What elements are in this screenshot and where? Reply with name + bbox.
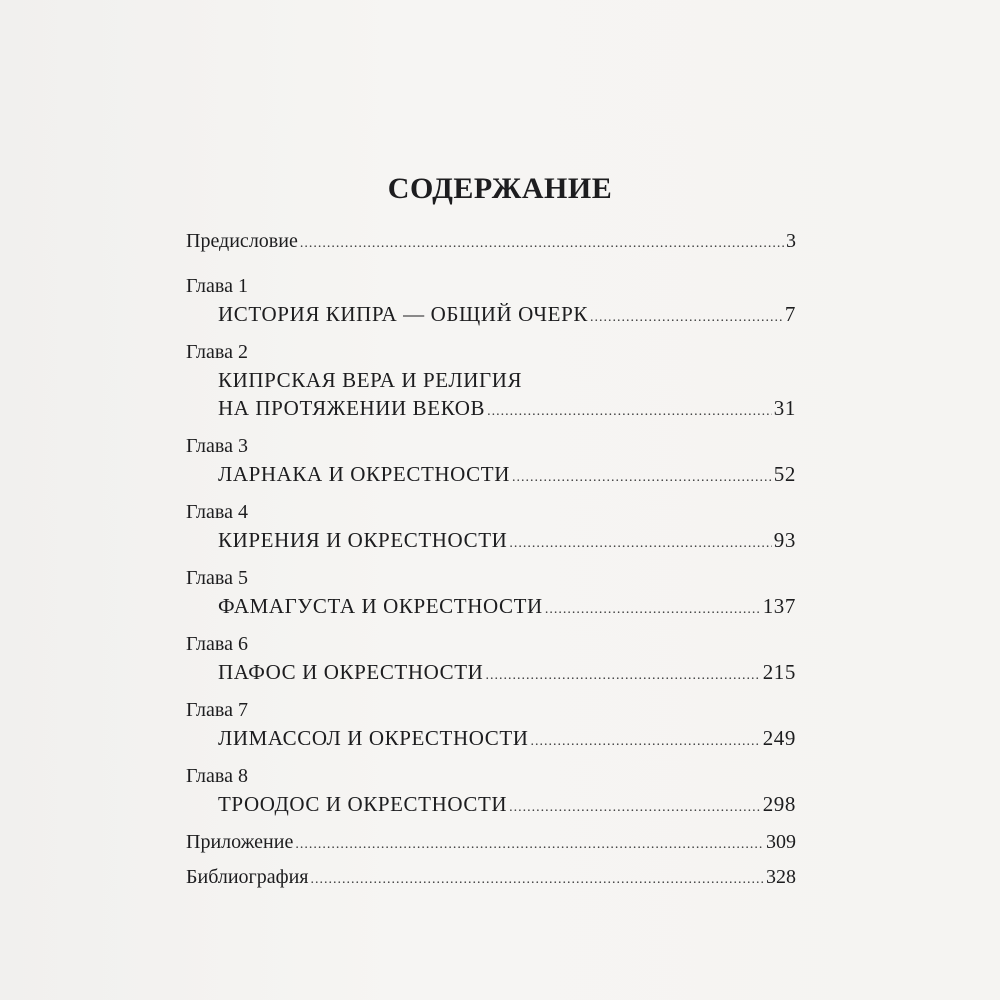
toc-entry-label: Предисловие bbox=[186, 230, 298, 252]
chapter-title-with-page bbox=[186, 300, 796, 332]
dot-leader bbox=[295, 831, 764, 859]
chapter-title-with-page bbox=[186, 394, 796, 426]
toc-entry-appendix bbox=[186, 828, 796, 859]
toc-chapter bbox=[186, 696, 796, 756]
toc-page-number: 298 bbox=[762, 792, 796, 816]
dot-leader bbox=[509, 530, 771, 558]
toc-chapter bbox=[186, 762, 796, 822]
chapter-title: КИРЕНИЯ И ОКРЕСТНОСТИ bbox=[218, 528, 508, 552]
chapter-title: ИСТОРИЯ КИПРА — ОБЩИЙ ОЧЕРК bbox=[218, 302, 588, 326]
chapter-title: ПАФОС И ОКРЕСТНОСТИ bbox=[218, 660, 484, 684]
toc-entry-label: Библиография bbox=[186, 866, 309, 888]
dot-leader bbox=[531, 728, 761, 756]
chapter-title-line: КИПРСКАЯ ВЕРА И РЕЛИГИЯ bbox=[218, 368, 523, 392]
toc-chapter bbox=[186, 564, 796, 624]
dot-leader bbox=[512, 464, 772, 492]
chapter-label: Глава 3 bbox=[186, 435, 248, 457]
toc-page-number: 328 bbox=[766, 866, 796, 888]
toc-page-number: 52 bbox=[773, 462, 796, 486]
page-title: СОДЕРЖАНИЕ bbox=[387, 172, 613, 205]
chapter-title-with-page bbox=[186, 790, 796, 822]
toc-chapter bbox=[186, 338, 796, 426]
toc-page-number: 31 bbox=[773, 396, 796, 420]
dot-leader bbox=[311, 866, 765, 894]
dot-leader bbox=[590, 304, 783, 332]
dot-leader bbox=[545, 596, 761, 624]
toc-page-number: 249 bbox=[762, 726, 796, 750]
toc-page-number: 137 bbox=[762, 594, 796, 618]
chapter-title: ФАМАГУСТА И ОКРЕСТНОСТИ bbox=[218, 594, 543, 618]
chapter-label: Глава 8 bbox=[186, 765, 248, 787]
toc-page-number: 309 bbox=[766, 831, 796, 853]
chapter-title-with-page bbox=[186, 658, 796, 690]
dot-leader bbox=[485, 662, 760, 690]
toc-chapter bbox=[186, 498, 796, 558]
chapter-label: Глава 7 bbox=[186, 699, 248, 721]
dot-leader bbox=[300, 230, 784, 258]
toc-page-number: 3 bbox=[786, 230, 796, 252]
toc-entry-preface bbox=[186, 227, 796, 258]
chapter-title: ТРООДОС И ОКРЕСТНОСТИ bbox=[218, 792, 508, 816]
toc-chapter bbox=[186, 630, 796, 690]
toc-page-number: 93 bbox=[773, 528, 796, 552]
toc-entry-label: Приложение bbox=[186, 831, 294, 853]
chapter-label: Глава 5 bbox=[186, 567, 248, 589]
chapter-title-with-page bbox=[186, 526, 796, 558]
chapter-title: НА ПРОТЯЖЕНИИ ВЕКОВ bbox=[218, 396, 486, 420]
chapter-label: Глава 1 bbox=[186, 275, 248, 297]
toc-page-number: 215 bbox=[762, 660, 796, 684]
toc-chapter bbox=[186, 272, 796, 332]
toc-chapter bbox=[186, 432, 796, 492]
chapter-title-with-page bbox=[186, 460, 796, 492]
chapter-title: ЛИМАССОЛ И ОКРЕСТНОСТИ bbox=[218, 726, 529, 750]
chapter-label: Глава 4 bbox=[186, 501, 248, 523]
dot-leader bbox=[487, 398, 772, 426]
chapter-label: Глава 2 bbox=[186, 341, 248, 363]
toc-entry-bibliography bbox=[186, 863, 796, 894]
dot-leader bbox=[509, 794, 761, 822]
chapter-list bbox=[186, 272, 796, 822]
chapter-title-with-page bbox=[186, 592, 796, 624]
chapter-title: ЛАРНАКА И ОКРЕСТНОСТИ bbox=[218, 462, 510, 486]
table-of-contents bbox=[186, 227, 796, 898]
toc-page-number: 7 bbox=[784, 302, 796, 326]
chapter-label: Глава 6 bbox=[186, 633, 248, 655]
chapter-title-with-page bbox=[186, 724, 796, 756]
